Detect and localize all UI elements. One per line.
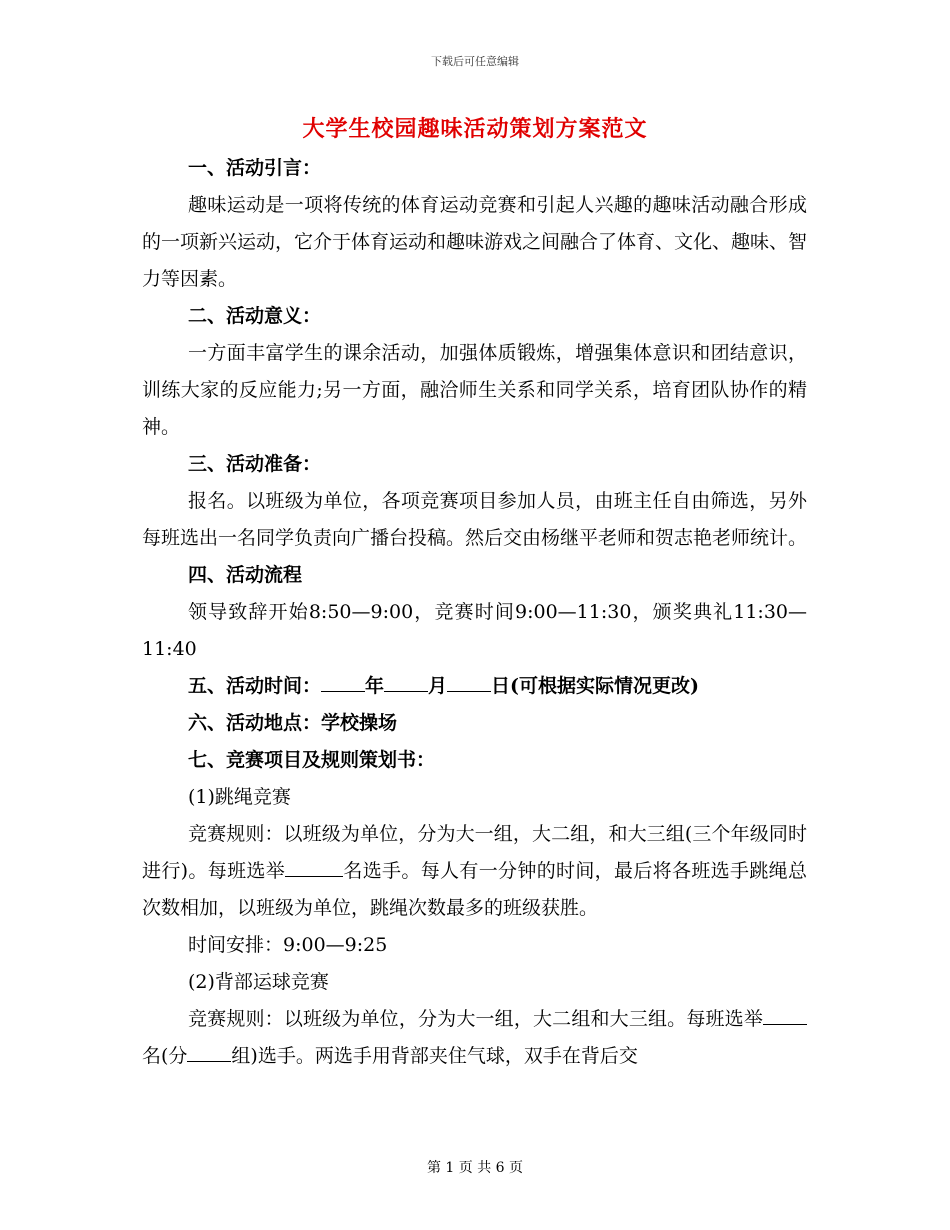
section-heading-process: 四、活动流程 [188,564,303,586]
section-heading-intro: 一、活动引言： [188,157,322,179]
section-text-preparation: 报名。以班级为单位，各项竞赛项目参加人员，由班主任自由筛选，另外每班选出一名同学负责向广播台投稿。然后交由杨继平老师和贺志艳老师统计。 [142,490,808,549]
back-ball-rule-part-c: 组)选手。两选手用背部夹住气球，双手在背后交 [231,1045,638,1067]
back-ball-rule-part-b: 名(分 [142,1045,188,1067]
event-time-jump-rope: 时间安排：9:00—9:25 [188,934,388,956]
section-heading-time: 五、活动时间： [188,675,322,697]
event-rule-jump-rope [142,816,807,927]
section-text-significance: 一方面丰富学生的课余活动，加强体质锻炼，增强集体意识和团结意识，训练大家的反应能力;另一方面，融洽师生关系和同学关系，培育团队协作的精神。 [142,342,807,438]
section-text-intro: 趣味运动是一项将传统的体育运动竞赛和引起人兴趣的趣味活动融合形成的一项新兴运动，它介于体育运动和趣味游戏之间融合了体育、文化、趣味、智力等因素。 [142,194,808,290]
section-heading-location: 六、活动地点：学校操场 [188,712,398,734]
document-body [142,150,807,1075]
event-label-jump-rope: (1)跳绳竞赛 [188,786,291,808]
back-ball-group-blank [187,1039,231,1062]
event-label-back-ball: (2)背部运球竞赛 [188,971,329,993]
event-rule-back-ball [142,1001,807,1075]
jump-rope-rule-part-a: 竞赛规则：以班级为单位，分为大一组，大二组，和大三组(三个年级同时进行)。每班选举 [142,823,807,882]
back-ball-rule-part-a: 竞赛规则：以班级为单位，分为大一组，大二组和大三组。每班选举 [188,1008,763,1030]
section-heading-preparation: 三、活动准备： [188,453,322,475]
month-blank [384,669,428,692]
page-header-note: 下载后可任意编辑 [431,55,519,68]
jump-rope-count-blank [285,854,343,877]
day-label: 日(可根据实际情况更改) [491,675,700,697]
section-heading-significance: 二、活动意义： [188,305,322,327]
month-label: 月 [428,675,448,697]
section-time-line [142,668,807,705]
document-title: 大学生校园趣味活动策划方案范文 [302,116,648,142]
jump-rope-rule-part-b: 名选手。每人有一分钟的时间，最后将各班选手跳绳总次数相加，以班级为单位，跳绳次数最多的班级获胜。 [142,860,807,919]
day-blank [447,669,491,692]
year-label: 年 [365,675,385,697]
page-number-footer: 第 1 页 共 6 页 [426,1160,524,1176]
year-blank [321,669,365,692]
section-heading-events: 七、竞赛项目及规则策划书： [188,749,436,771]
section-text-process: 领导致辞开始8:50—9:00，竞赛时间9:00—11:30，颁奖典礼11:30—11:40 [142,601,807,660]
back-ball-count-blank [763,1002,807,1025]
